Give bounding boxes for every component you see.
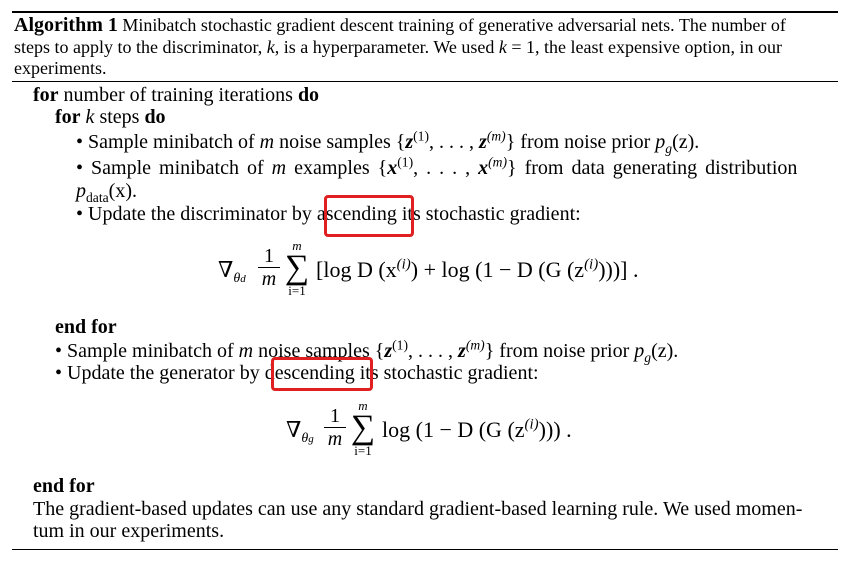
top-rule	[12, 11, 838, 13]
ascending-word: ascending	[316, 203, 397, 225]
equation-1-body: [log D $(x^{(i)}) + \log (1 - D$ (G $(z^{(i)})$))] .	[316, 256, 639, 282]
update-discriminator-step: • Update the discriminator by ascending its stochastic gradient:	[76, 203, 581, 225]
nabla-symbol: $\nabla_{\theta d}$	[218, 257, 246, 287]
one-over-m-2: $\frac{1}{m}$	[324, 405, 346, 450]
outer-noise-step: • Sample minibatch of m noise samples {$z^{(1)}$, . . . , $z^{(m)}$} from noise prior $p_g(z)$.	[55, 337, 679, 365]
inner-examples-step: • Sample minibatch of m examples {$x^{(1)}$, . . . , $x^{(m)}$} from data generating distribution	[76, 154, 798, 179]
footer-line-1: The gradient-based updates can use any standard gradient-based learning rule. We used momen-	[33, 498, 803, 520]
inner-for-line: for k steps do	[55, 106, 166, 128]
outer-for-line: for number of training iterations do	[33, 84, 320, 106]
pdata-line: $p_{data}(x)$.	[76, 180, 137, 205]
caption-line-2: steps to apply to the discriminator, k, is a hyperparameter. We used k = 1, the least expensive option, in our	[14, 37, 782, 57]
discriminator-gradient-equation	[218, 238, 698, 305]
nabla-symbol-2: $\nabla_{\theta g}$	[286, 417, 314, 447]
sum-symbol-2: m ∑ i=1	[350, 398, 376, 458]
end-inner-for: end for	[55, 316, 117, 338]
equation-2-body: log (1 − D (G $(z^{(i)})$)) .	[382, 416, 572, 442]
bottom-rule	[12, 549, 838, 550]
caption-line-3: experiments.	[14, 58, 107, 78]
algorithm-label: Algorithm 1	[14, 14, 118, 36]
caption-line-1: Minibatch stochastic gradient descent training of generative adversarial nets. The number of	[122, 15, 786, 35]
update-generator-step: • Update the generator by descending its stochastic gradient:	[55, 362, 539, 384]
ascending-highlight	[324, 195, 414, 237]
caption-rule	[12, 81, 838, 82]
generator-gradient-equation	[286, 398, 626, 465]
footer-line-2: tum in our experiments.	[33, 520, 225, 542]
one-over-m: $\frac{1}{m}$	[258, 245, 280, 290]
descending-highlight	[271, 357, 373, 391]
descending-word: descending	[264, 362, 355, 384]
algorithm-caption	[14, 15, 786, 36]
end-outer-for: end for	[33, 475, 95, 497]
inner-noise-step: • Sample minibatch of m noise samples {$z^{(1)}$, . . . , $z^{(m)}$} from noise prior $p_g(z)$.	[76, 128, 700, 156]
sum-symbol: m ∑ i=1	[284, 238, 310, 298]
